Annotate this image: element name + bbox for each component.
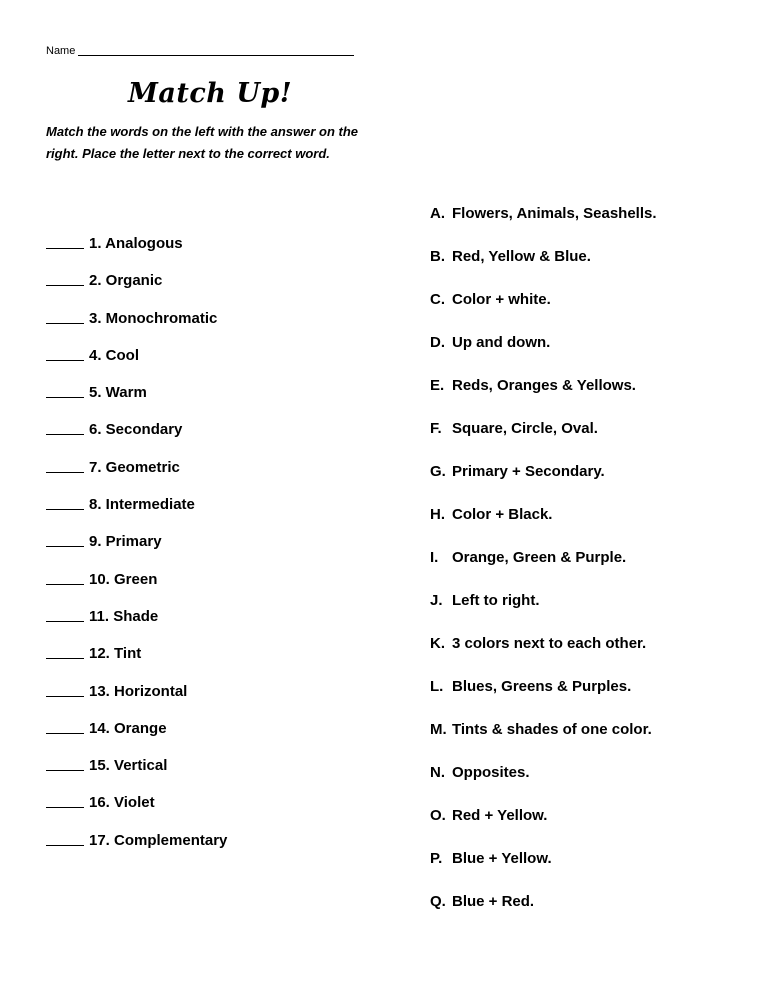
answer-item [430,506,657,549]
answer-letter: O. [430,807,446,824]
term-label: 3. Monochromatic [89,309,218,327]
term-label: 17. Complementary [89,831,228,849]
answer-text: Orange, Green & Purple. [452,549,627,566]
answer-text: Left to right. [452,592,540,609]
name-label: Name [46,45,76,57]
page-title: Match Up! [128,78,293,109]
term-label: 11. Shade [89,607,159,625]
answer-letter: P. [430,850,443,867]
term-label: 6. Secondary [89,421,183,439]
answer-blank[interactable] [46,323,84,324]
answer-letter: N. [430,764,445,781]
answer-text: Red, Yellow & Blue. [452,248,591,265]
answer-letter: L. [430,678,444,695]
term-label: 13. Horizontal [89,682,188,700]
answer-letter: J. [430,592,443,609]
term-item [46,757,227,794]
answer-text: Blues, Greens & Purples. [452,678,632,695]
term-item [46,235,227,272]
answer-text: 3 colors next to each other. [452,635,647,652]
term-item [46,347,227,384]
answer-letter: F. [430,420,442,437]
answer-item [430,463,657,506]
answer-letter: I. [430,549,439,566]
answer-blank[interactable] [46,658,84,659]
answer-item [430,635,657,678]
answer-text: Flowers, Animals, Seashells. [452,205,657,222]
term-label: 9. Primary [89,533,162,551]
term-label: 15. Vertical [89,757,168,775]
answer-text: Color + Black. [452,506,553,523]
term-item [46,794,227,831]
terms-list [46,235,227,869]
term-item [46,421,227,458]
answer-blank[interactable] [46,845,84,846]
answer-blank[interactable] [46,397,84,398]
term-label: 16. Violet [89,794,155,812]
term-item [46,459,227,496]
term-label: 14. Orange [89,719,167,737]
answers-list [430,205,657,936]
term-item [46,272,227,309]
answer-text: Blue + Red. [452,893,535,910]
answer-blank[interactable] [46,434,84,435]
term-item [46,720,227,757]
name-field[interactable] [46,45,354,57]
answer-letter: D. [430,334,445,351]
term-label: 7. Geometric [89,458,180,476]
answer-text: Up and down. [452,334,551,351]
answer-blank[interactable] [46,509,84,510]
term-item [46,384,227,421]
answer-letter: Q. [430,893,446,910]
answer-item [430,291,657,334]
answer-blank[interactable] [46,733,84,734]
answer-blank[interactable] [46,248,84,249]
answer-letter: H. [430,506,445,523]
answer-item [430,764,657,807]
answer-letter: B. [430,248,445,265]
term-label: 8. Intermediate [89,496,195,514]
answer-letter: E. [430,377,445,394]
term-label: 12. Tint [89,645,142,663]
answer-text: Square, Circle, Oval. [452,420,598,437]
answer-text: Primary + Secondary. [452,463,605,480]
term-item [46,533,227,570]
term-item [46,645,227,682]
answer-item [430,420,657,463]
term-label: 1. Analogous [89,235,183,252]
answer-item [430,807,657,850]
answer-letter: C. [430,291,445,308]
term-item [46,310,227,347]
answer-text: Opposites. [452,764,530,781]
answer-item [430,205,657,248]
answer-item [430,334,657,377]
answer-text: Tints & shades of one color. [452,721,652,738]
term-item [46,608,227,645]
answer-letter: G. [430,463,446,480]
answer-letter: K. [430,635,445,652]
answer-text: Blue + Yellow. [452,850,552,867]
term-label: 5. Warm [89,384,147,402]
answer-blank[interactable] [46,584,84,585]
answer-blank[interactable] [46,696,84,697]
term-item [46,832,227,869]
answer-item [430,549,657,592]
answer-item [430,592,657,635]
answer-text: Reds, Oranges & Yellows. [452,377,636,394]
answer-text: Red + Yellow. [452,807,548,824]
term-label: 10. Green [89,570,158,588]
answer-blank[interactable] [46,807,84,808]
answer-item [430,850,657,893]
answer-blank[interactable] [46,546,84,547]
answer-item [430,678,657,721]
answer-letter: M. [430,721,447,738]
answer-blank[interactable] [46,472,84,473]
answer-blank[interactable] [46,621,84,622]
term-label: 2. Organic [89,272,163,290]
term-item [46,571,227,608]
instructions: Match the words on the left with the answer on the right. Place the letter next to the correct word. [46,124,359,161]
answer-item [430,721,657,764]
term-item [46,683,227,720]
term-label: 4. Cool [89,346,140,364]
term-item [46,496,227,533]
answer-item [430,893,657,936]
answer-blank[interactable] [46,285,84,286]
answer-item [430,248,657,291]
name-blank-line[interactable] [78,55,354,56]
answer-item [430,377,657,420]
answer-blank[interactable] [46,360,84,361]
answer-letter: A. [430,205,445,222]
answer-text: Color + white. [452,291,551,308]
answer-blank[interactable] [46,770,84,771]
